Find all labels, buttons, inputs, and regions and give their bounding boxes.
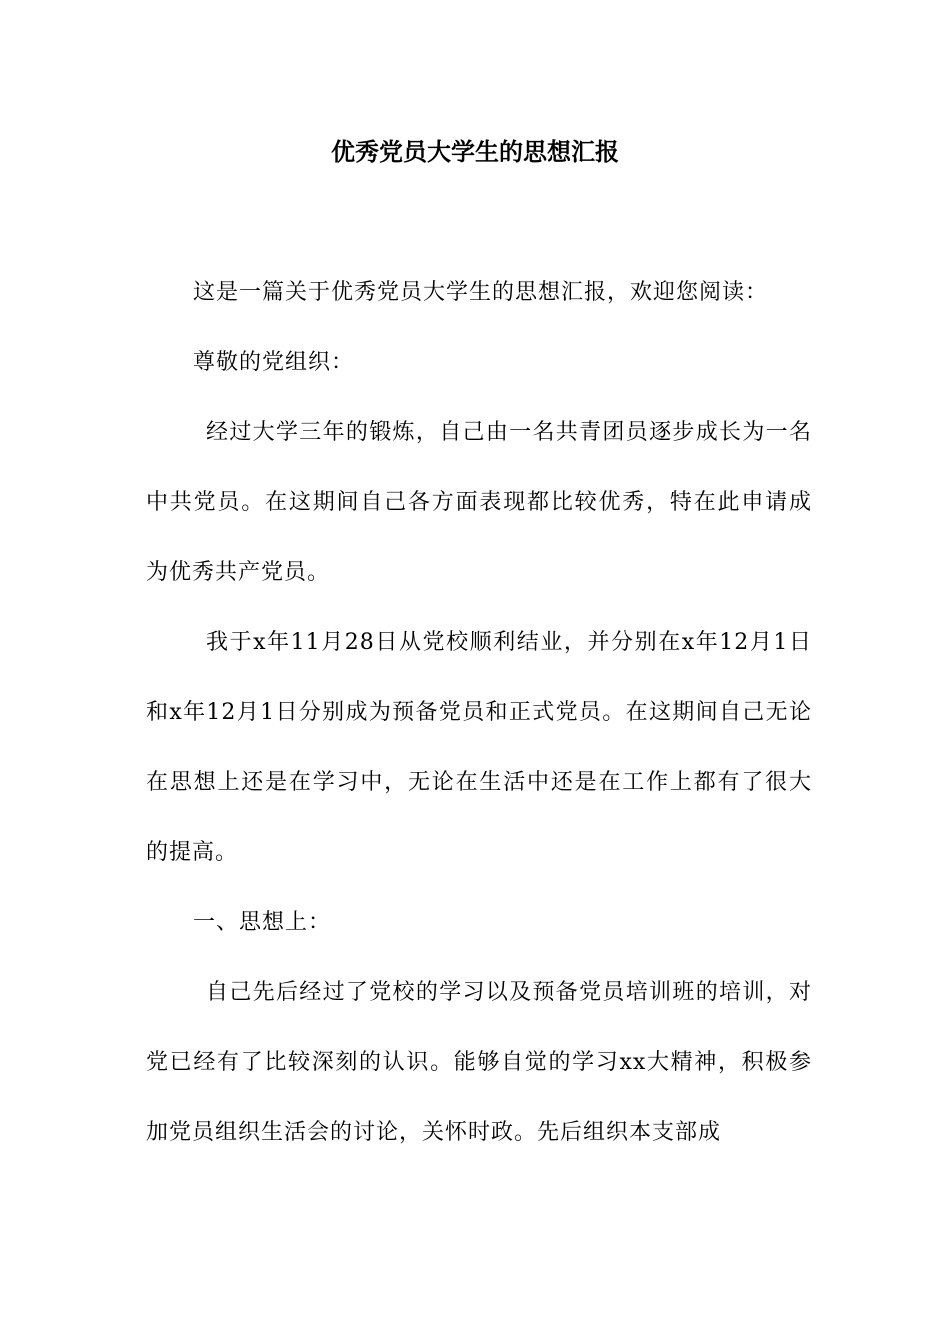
paragraph-thought: 自己先后经过了党校的学习以及预备党员培训班的培训，对党已经有了比较深刻的认识。能够自觉的学习xx大精神，积极参加党员组织生活会的讨论，关怀时政。先后组织本支部成 xyxy=(146,980,812,1145)
salutation: 尊敬的党组织： xyxy=(193,350,355,375)
document-body xyxy=(146,258,812,1168)
document-title: 优秀党员大学生的思想汇报 xyxy=(331,137,619,166)
intro-paragraph: 这是一篇关于优秀党员大学生的思想汇报，欢迎您阅读： xyxy=(193,280,769,305)
paragraph-timeline: 我于x年11月28日从党校顺利结业，并分别在x年12月1日和x年12月1日分别成为预备党员和正式党员。在这期间自己无论在思想上还是在学习中，无论在生活中还是在工作上都有了很大的提高。 xyxy=(146,630,812,865)
section-heading-thought: 一、思想上： xyxy=(193,910,332,935)
paragraph-growth: 经过大学三年的锻炼，自己由一名共青团员逐步成长为一名中共党员。在这期间自己各方面表现都比较优秀，特在此申请成为优秀共产党员。 xyxy=(146,420,812,585)
